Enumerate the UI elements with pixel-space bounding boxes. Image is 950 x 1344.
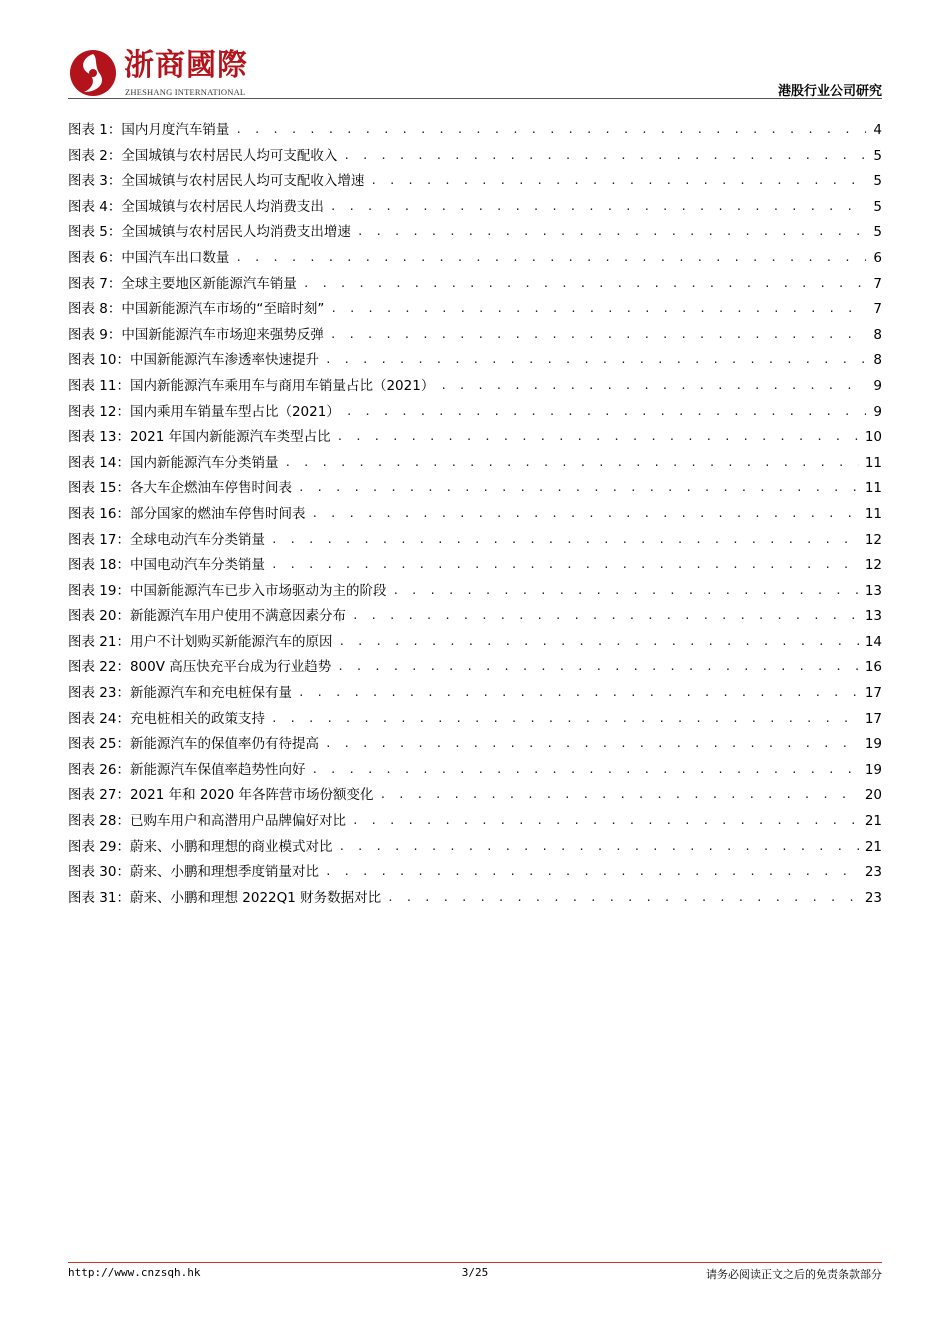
logo-mark-icon [68, 48, 118, 98]
toc-entry-page-number[interactable]: 5 [873, 198, 882, 215]
toc-entry[interactable] [68, 425, 882, 451]
toc-entry-page-number[interactable]: 9 [873, 403, 882, 420]
toc-entry[interactable] [68, 169, 882, 195]
toc-entry-page-number[interactable]: 20 [864, 787, 882, 804]
toc-entry[interactable] [68, 246, 882, 272]
toc-entry-page-number[interactable]: 4 [873, 122, 882, 138]
toc-entry[interactable] [68, 195, 882, 221]
toc-entry-page-number[interactable]: 7 [873, 275, 882, 292]
toc-entry[interactable] [68, 681, 882, 707]
toc-entry-label[interactable]: 图表 12：国内乘用车销量车型占比（2021） [68, 403, 340, 420]
toc-dot-leader [271, 706, 859, 732]
toc-entry-label[interactable]: 图表 16：部分国家的燃油车停售时间表 [68, 505, 306, 522]
toc-entry-label[interactable]: 图表 14：国内新能源汽车分类销量 [68, 454, 279, 471]
logo-english-text: ZHESHANG INTERNATIONAL [125, 87, 246, 97]
toc-entry-label[interactable]: 图表 30：蔚来、小鹏和理想季度销量对比 [68, 864, 319, 881]
toc-entry-label[interactable]: 图表 6：中国汽车出口数量 [68, 249, 230, 266]
toc-entry[interactable] [68, 272, 882, 298]
toc-dot-leader [325, 347, 866, 373]
toc-entry[interactable] [68, 144, 882, 170]
toc-entry-label[interactable]: 图表 31：蔚来、小鹏和理想 2022Q1 财务数据对比 [68, 889, 382, 906]
toc-entry[interactable] [68, 783, 882, 809]
toc-entry[interactable] [68, 297, 882, 323]
toc-dot-leader [235, 245, 866, 271]
toc-entry-label[interactable]: 图表 29：蔚来、小鹏和理想的商业模式对比 [68, 838, 333, 855]
toc-entry-page-number[interactable]: 5 [873, 147, 882, 164]
toc-entry-label[interactable]: 图表 24：充电桩相关的政策支持 [68, 710, 265, 727]
toc-entry[interactable] [68, 451, 882, 477]
toc-dot-leader [440, 373, 866, 399]
toc-entry[interactable] [68, 707, 882, 733]
toc-dot-leader [330, 296, 866, 322]
toc-entry-label[interactable]: 图表 11：国内新能源汽车乘用车与商用车销量占比（2021） [68, 377, 435, 394]
toc-entry-label[interactable]: 图表 10：中国新能源汽车渗透率快速提升 [68, 352, 319, 369]
toc-entry-page-number[interactable]: 17 [864, 710, 882, 727]
report-section-title: 港股行业公司研究 [777, 84, 882, 99]
toc-dot-leader [303, 271, 866, 297]
toc-entry-label[interactable]: 图表 25：新能源汽车的保值率仍有待提高 [68, 736, 319, 753]
toc-entry-page-number[interactable]: 5 [873, 224, 882, 241]
toc-dot-leader [298, 475, 859, 501]
toc-entry-label[interactable]: 图表 8：中国新能源汽车市场的“至暗时刻” [68, 301, 325, 318]
toc-dot-leader [352, 603, 859, 629]
toc-dot-leader [392, 578, 858, 604]
toc-entry-page-number[interactable]: 12 [864, 557, 882, 574]
toc-entry-label[interactable]: 图表 2：全国城镇与农村居民人均可支配收入 [68, 147, 338, 164]
toc-entry[interactable] [68, 604, 882, 630]
toc-entry-label[interactable]: 图表 19：中国新能源汽车已步入市场驱动为主的阶段 [68, 582, 387, 599]
toc-entry-page-number[interactable]: 19 [864, 761, 882, 778]
toc-entry[interactable] [68, 476, 882, 502]
toc-entry-page-number[interactable]: 21 [864, 838, 882, 855]
toc-entry-page-number[interactable]: 5 [873, 173, 882, 190]
toc-entry[interactable] [68, 502, 882, 528]
toc-entry-page-number[interactable]: 9 [873, 377, 882, 394]
toc-dot-leader [311, 757, 858, 783]
toc-entry-label[interactable]: 图表 27：2021 年和 2020 年各阵营市场份额变化 [68, 787, 374, 804]
toc-entry-page-number[interactable]: 12 [864, 531, 882, 548]
toc-entry[interactable] [68, 835, 882, 861]
toc-entry-page-number[interactable]: 13 [864, 608, 882, 625]
toc-dot-leader [343, 143, 866, 169]
page-header [68, 44, 882, 100]
toc-dot-leader [357, 219, 866, 245]
toc-entry-page-number[interactable]: 11 [864, 480, 882, 497]
toc-entry-page-number[interactable]: 10 [864, 429, 882, 446]
toc-entry-page-number[interactable]: 14 [864, 633, 882, 650]
toc-dot-leader [330, 322, 866, 348]
toc-entry-label[interactable]: 图表 15：各大车企燃油车停售时间表 [68, 480, 292, 497]
toc-entry-label[interactable]: 图表 22：800V 高压快充平台成为行业趋势 [68, 659, 332, 676]
toc-entry[interactable] [68, 323, 882, 349]
toc-entry-label[interactable]: 图表 28：已购车用户和高潜用户品牌偏好对比 [68, 813, 346, 830]
toc-entry-label[interactable]: 图表 9：中国新能源汽车市场迎来强势反弹 [68, 326, 324, 343]
toc-dot-leader [346, 399, 866, 425]
toc-entry-label[interactable]: 图表 26：新能源汽车保值率趋势性向好 [68, 761, 306, 778]
toc-entry[interactable] [68, 528, 882, 554]
footer-disclaimer: 请务必阅读正文之后的免责条款部分 [706, 1268, 882, 1281]
toc-entry-label[interactable]: 图表 3：全国城镇与农村居民人均可支配收入增速 [68, 173, 365, 190]
toc-dot-leader [271, 527, 859, 553]
toc-entry-label[interactable]: 图表 7：全球主要地区新能源汽车销量 [68, 275, 297, 292]
table-of-figures [68, 118, 882, 911]
toc-entry[interactable] [68, 758, 882, 784]
toc-entry-page-number[interactable]: 17 [864, 685, 882, 702]
toc-entry[interactable] [68, 860, 882, 886]
toc-entry[interactable] [68, 553, 882, 579]
toc-entry[interactable] [68, 348, 882, 374]
toc-dot-leader [387, 885, 859, 911]
toc-entry[interactable] [68, 374, 882, 400]
toc-entry-page-number[interactable]: 21 [864, 813, 882, 830]
toc-dot-leader [235, 117, 866, 143]
toc-dot-leader [337, 654, 859, 680]
toc-entry-page-number[interactable]: 19 [864, 736, 882, 753]
toc-entry[interactable] [68, 809, 882, 835]
toc-entry-label[interactable]: 图表 23：新能源汽车和充电桩保有量 [68, 685, 292, 702]
toc-dot-leader [271, 552, 859, 578]
toc-entry-page-number[interactable]: 6 [873, 249, 882, 266]
toc-entry-page-number[interactable]: 7 [873, 301, 882, 318]
footer-url-link[interactable]: http://www.cnzsqh.hk [68, 1266, 201, 1279]
toc-entry-label[interactable]: 图表 18：中国电动汽车分类销量 [68, 557, 265, 574]
toc-dot-leader [298, 680, 859, 706]
toc-entry-page-number[interactable]: 23 [864, 889, 882, 906]
toc-entry-label[interactable]: 图表 20：新能源汽车用户使用不满意因素分布 [68, 608, 346, 625]
toc-entry-page-number[interactable]: 8 [873, 326, 882, 343]
toc-dot-leader [311, 501, 858, 527]
toc-entry-page-number[interactable]: 11 [864, 505, 882, 522]
toc-entry-label[interactable]: 图表 21：用户不计划购买新能源汽车的原因 [68, 633, 333, 650]
footer-divider [68, 1262, 882, 1263]
toc-entry-label[interactable]: 图表 4：全国城镇与农村居民人均消费支出 [68, 198, 324, 215]
toc-entry[interactable] [68, 655, 882, 681]
toc-entry[interactable] [68, 118, 882, 144]
footer-page-number: 3/25 [461, 1266, 489, 1279]
toc-entry[interactable] [68, 630, 882, 656]
toc-entry-page-number[interactable]: 8 [873, 352, 882, 369]
toc-entry[interactable] [68, 400, 882, 426]
toc-entry-page-number[interactable]: 13 [864, 582, 882, 599]
header-divider [68, 98, 882, 99]
toc-dot-leader [284, 450, 858, 476]
toc-dot-leader [325, 859, 859, 885]
toc-entry-label[interactable]: 图表 17：全球电动汽车分类销量 [68, 531, 265, 548]
toc-dot-leader [338, 834, 858, 860]
toc-entry[interactable] [68, 886, 882, 912]
logo-chinese-text: 浙商國際 [124, 48, 248, 83]
toc-dot-leader [338, 629, 858, 655]
toc-entry-label[interactable]: 图表 13：2021 年国内新能源汽车类型占比 [68, 429, 331, 446]
toc-dot-leader [380, 782, 859, 808]
toc-entry[interactable] [68, 220, 882, 246]
toc-dot-leader [337, 424, 859, 450]
toc-dot-leader [352, 808, 859, 834]
toc-entry-page-number[interactable]: 11 [864, 454, 882, 471]
toc-entry[interactable] [68, 732, 882, 758]
toc-entry[interactable] [68, 579, 882, 605]
toc-entry-page-number[interactable]: 16 [864, 659, 882, 676]
toc-entry-label[interactable]: 图表 5：全国城镇与农村居民人均消费支出增速 [68, 224, 351, 241]
toc-entry-label[interactable]: 图表 1：国内月度汽车销量 [68, 122, 230, 138]
toc-entry-page-number[interactable]: 23 [864, 864, 882, 881]
company-logo [68, 48, 248, 100]
toc-dot-leader [325, 731, 859, 757]
toc-dot-leader [370, 168, 866, 194]
toc-dot-leader [330, 194, 866, 220]
